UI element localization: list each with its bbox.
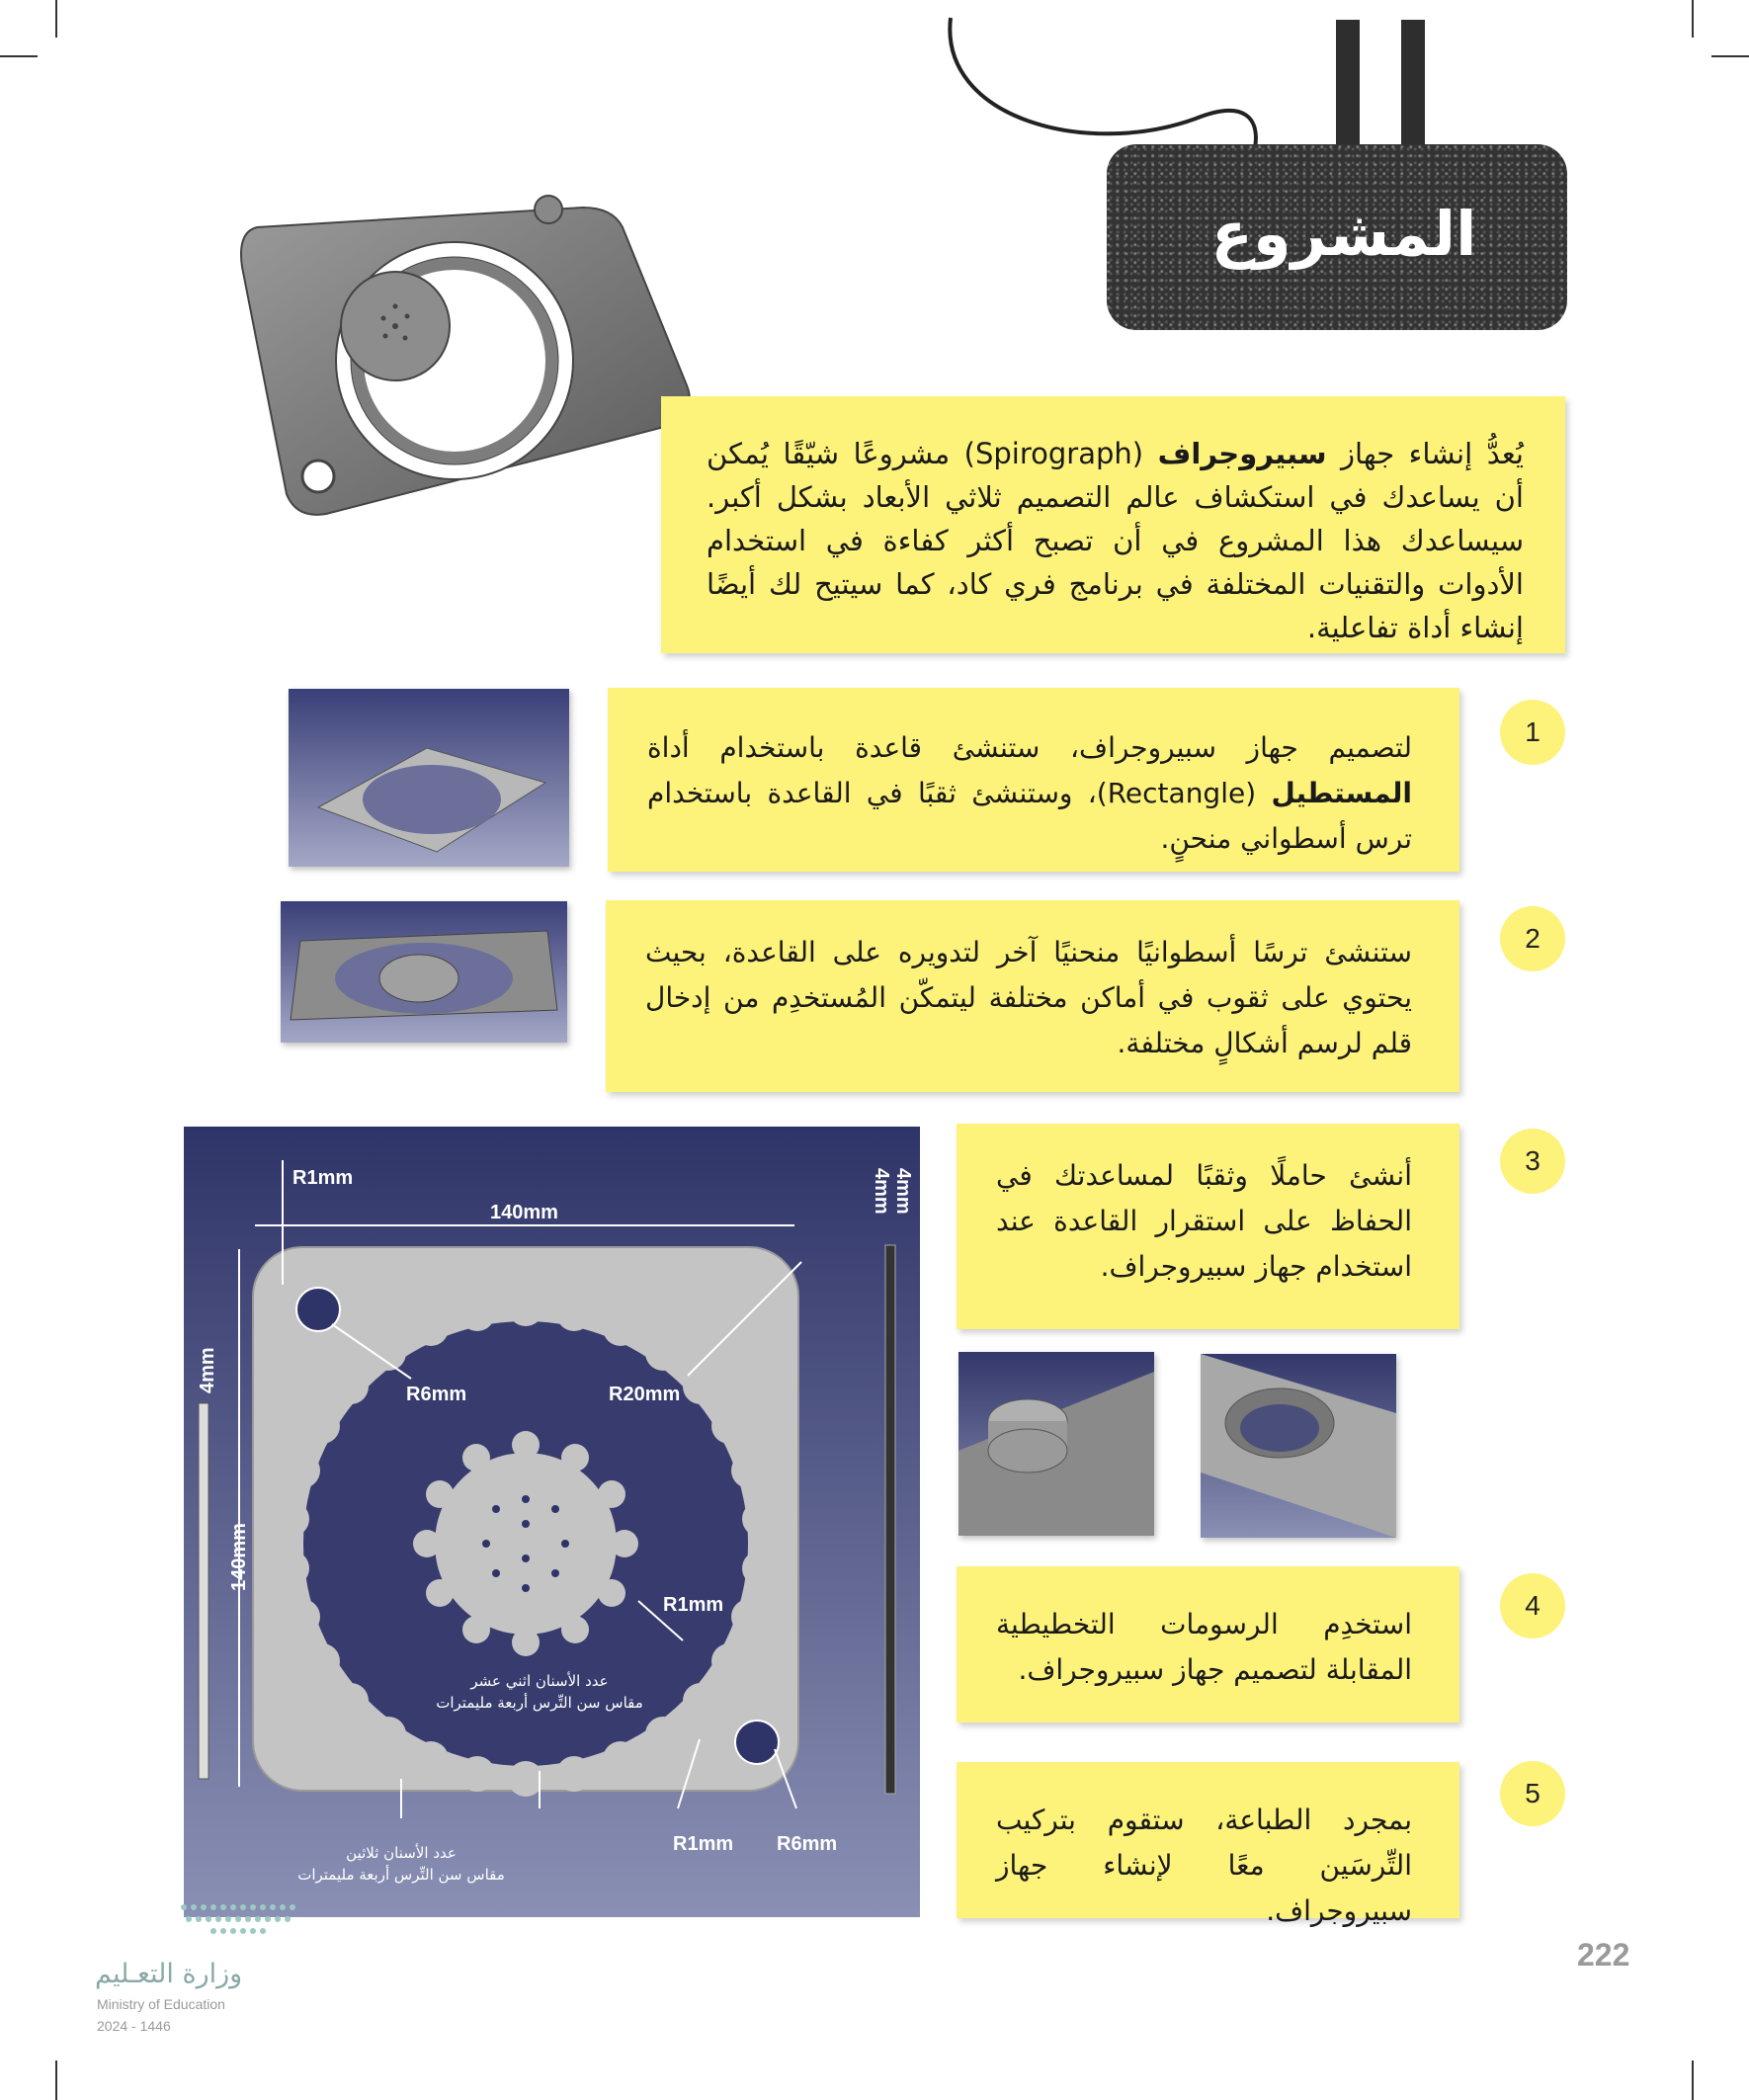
step4-number: 4 <box>1500 1573 1565 1638</box>
step1-bold-term: المستطيل <box>1271 777 1412 809</box>
step1-note <box>608 688 1459 872</box>
step1-image <box>289 689 569 867</box>
ministry-year: 2024 - 1446 <box>97 2018 171 2034</box>
step2-image <box>281 901 567 1043</box>
step5-number: 5 <box>1500 1761 1565 1826</box>
crop-mark <box>1692 2060 1694 2100</box>
label-r1-mid: R1mm <box>663 1594 724 1616</box>
step1-text-part: (Rectangle)، وستنشئ ثقبًا في القاعدة باستخدام ترس أسطواني منحنٍ. <box>647 777 1412 855</box>
small-gear-note-2: مقاس سن التِّرس أربعة مليمترات <box>436 1694 643 1712</box>
step3-text: أنشئ حاملًا وثقبًا لمساعدتك في الحفاظ على استقرار القاعدة عند استخدام جهاز سبيروجراف. <box>996 1159 1412 1283</box>
step4-note <box>957 1566 1459 1722</box>
page-number: 222 <box>1577 1937 1630 1973</box>
label-r1-bottom: R1mm <box>673 1833 734 1855</box>
ministry-name-english: Ministry of Education <box>97 1996 225 2012</box>
label-thickness-left: 4mm <box>197 1347 218 1393</box>
step2-note <box>606 900 1459 1092</box>
small-gear-note-1: عدد الأسنان اثني عشر <box>470 1672 609 1690</box>
step1-text-part: لتصميم جهاز سبيروجراف، ستنشئ قاعدة باستخدام أداة <box>647 731 1412 764</box>
step5-text: بمجرد الطباعة، ستقوم بتركيب التِّرسَين معًا لإنشاء جهاز سبيروجراف. <box>996 1804 1412 1927</box>
step4-text: استخدِم الرسومات التخطيطية المقابلة لتصميم جهاز سبيروجراف. <box>996 1608 1412 1686</box>
large-gear-note-1: عدد الأسنان ثلاثين <box>346 1844 457 1862</box>
step2-text: ستنشئ ترسًا أسطوانيًا منحنيًا آخر لتدويره على القاعدة، بحيث يحتوي على ثقوب في أماكن مختلفة ليتمكّن المُستخدِم من إدخال قلم لرسم أشكالٍ مختلفة. <box>645 936 1412 1059</box>
label-r6-top: R6mm <box>406 1384 467 1405</box>
holder-peg-image <box>958 1352 1154 1536</box>
label-width: 140mm <box>490 1202 558 1223</box>
intro-bold-term: سبيروجراف <box>1157 437 1327 470</box>
step5-note <box>957 1762 1459 1927</box>
crop-mark <box>55 2060 57 2100</box>
label-height: 140mm <box>228 1523 250 1591</box>
step3-number: 3 <box>1500 1129 1565 1194</box>
page-title: المشروع <box>1210 198 1477 270</box>
label-thickness-top: 4mm <box>871 1168 892 1215</box>
step1-text <box>647 725 1412 862</box>
intro-text-part: (Spirograph) مشروعًا شيّقًا يُمكن أن يساعدك في استكشاف عالم التصميم ثلاثي الأبعاد بشكل أكبر. سيساعدك هذا المشروع في أن تصبح أكثر كفاءة في استخدام الأدوات والتقنيات المختلفة في برنامج فري كاد، كما سيتيح لك أيضًا إنشاء أداة تفاعلية. <box>707 437 1524 644</box>
label-r20: R20mm <box>609 1384 681 1405</box>
large-gear-note-2: مقاس سن التِّرس أربعة مليمترات <box>297 1866 505 1884</box>
intro-text-part: يُعدُّ إنشاء جهاز <box>1326 437 1524 470</box>
intro-text <box>707 432 1524 649</box>
step3-note <box>957 1124 1459 1329</box>
intro-note <box>661 396 1565 653</box>
spirograph-render-image <box>237 188 702 524</box>
label-thickness-top-2: 4mm <box>892 1168 914 1215</box>
ministry-name-arabic: وزارة التعـليم <box>95 1959 243 1989</box>
ministry-logo <box>174 1897 322 1947</box>
step1-number: 1 <box>1500 700 1565 765</box>
holder-hole-image <box>1201 1354 1396 1538</box>
label-r1-top: R1mm <box>292 1167 354 1189</box>
step2-number: 2 <box>1500 906 1565 971</box>
label-r6-bottom: R6mm <box>777 1833 838 1855</box>
technical-drawing <box>184 1127 920 1917</box>
